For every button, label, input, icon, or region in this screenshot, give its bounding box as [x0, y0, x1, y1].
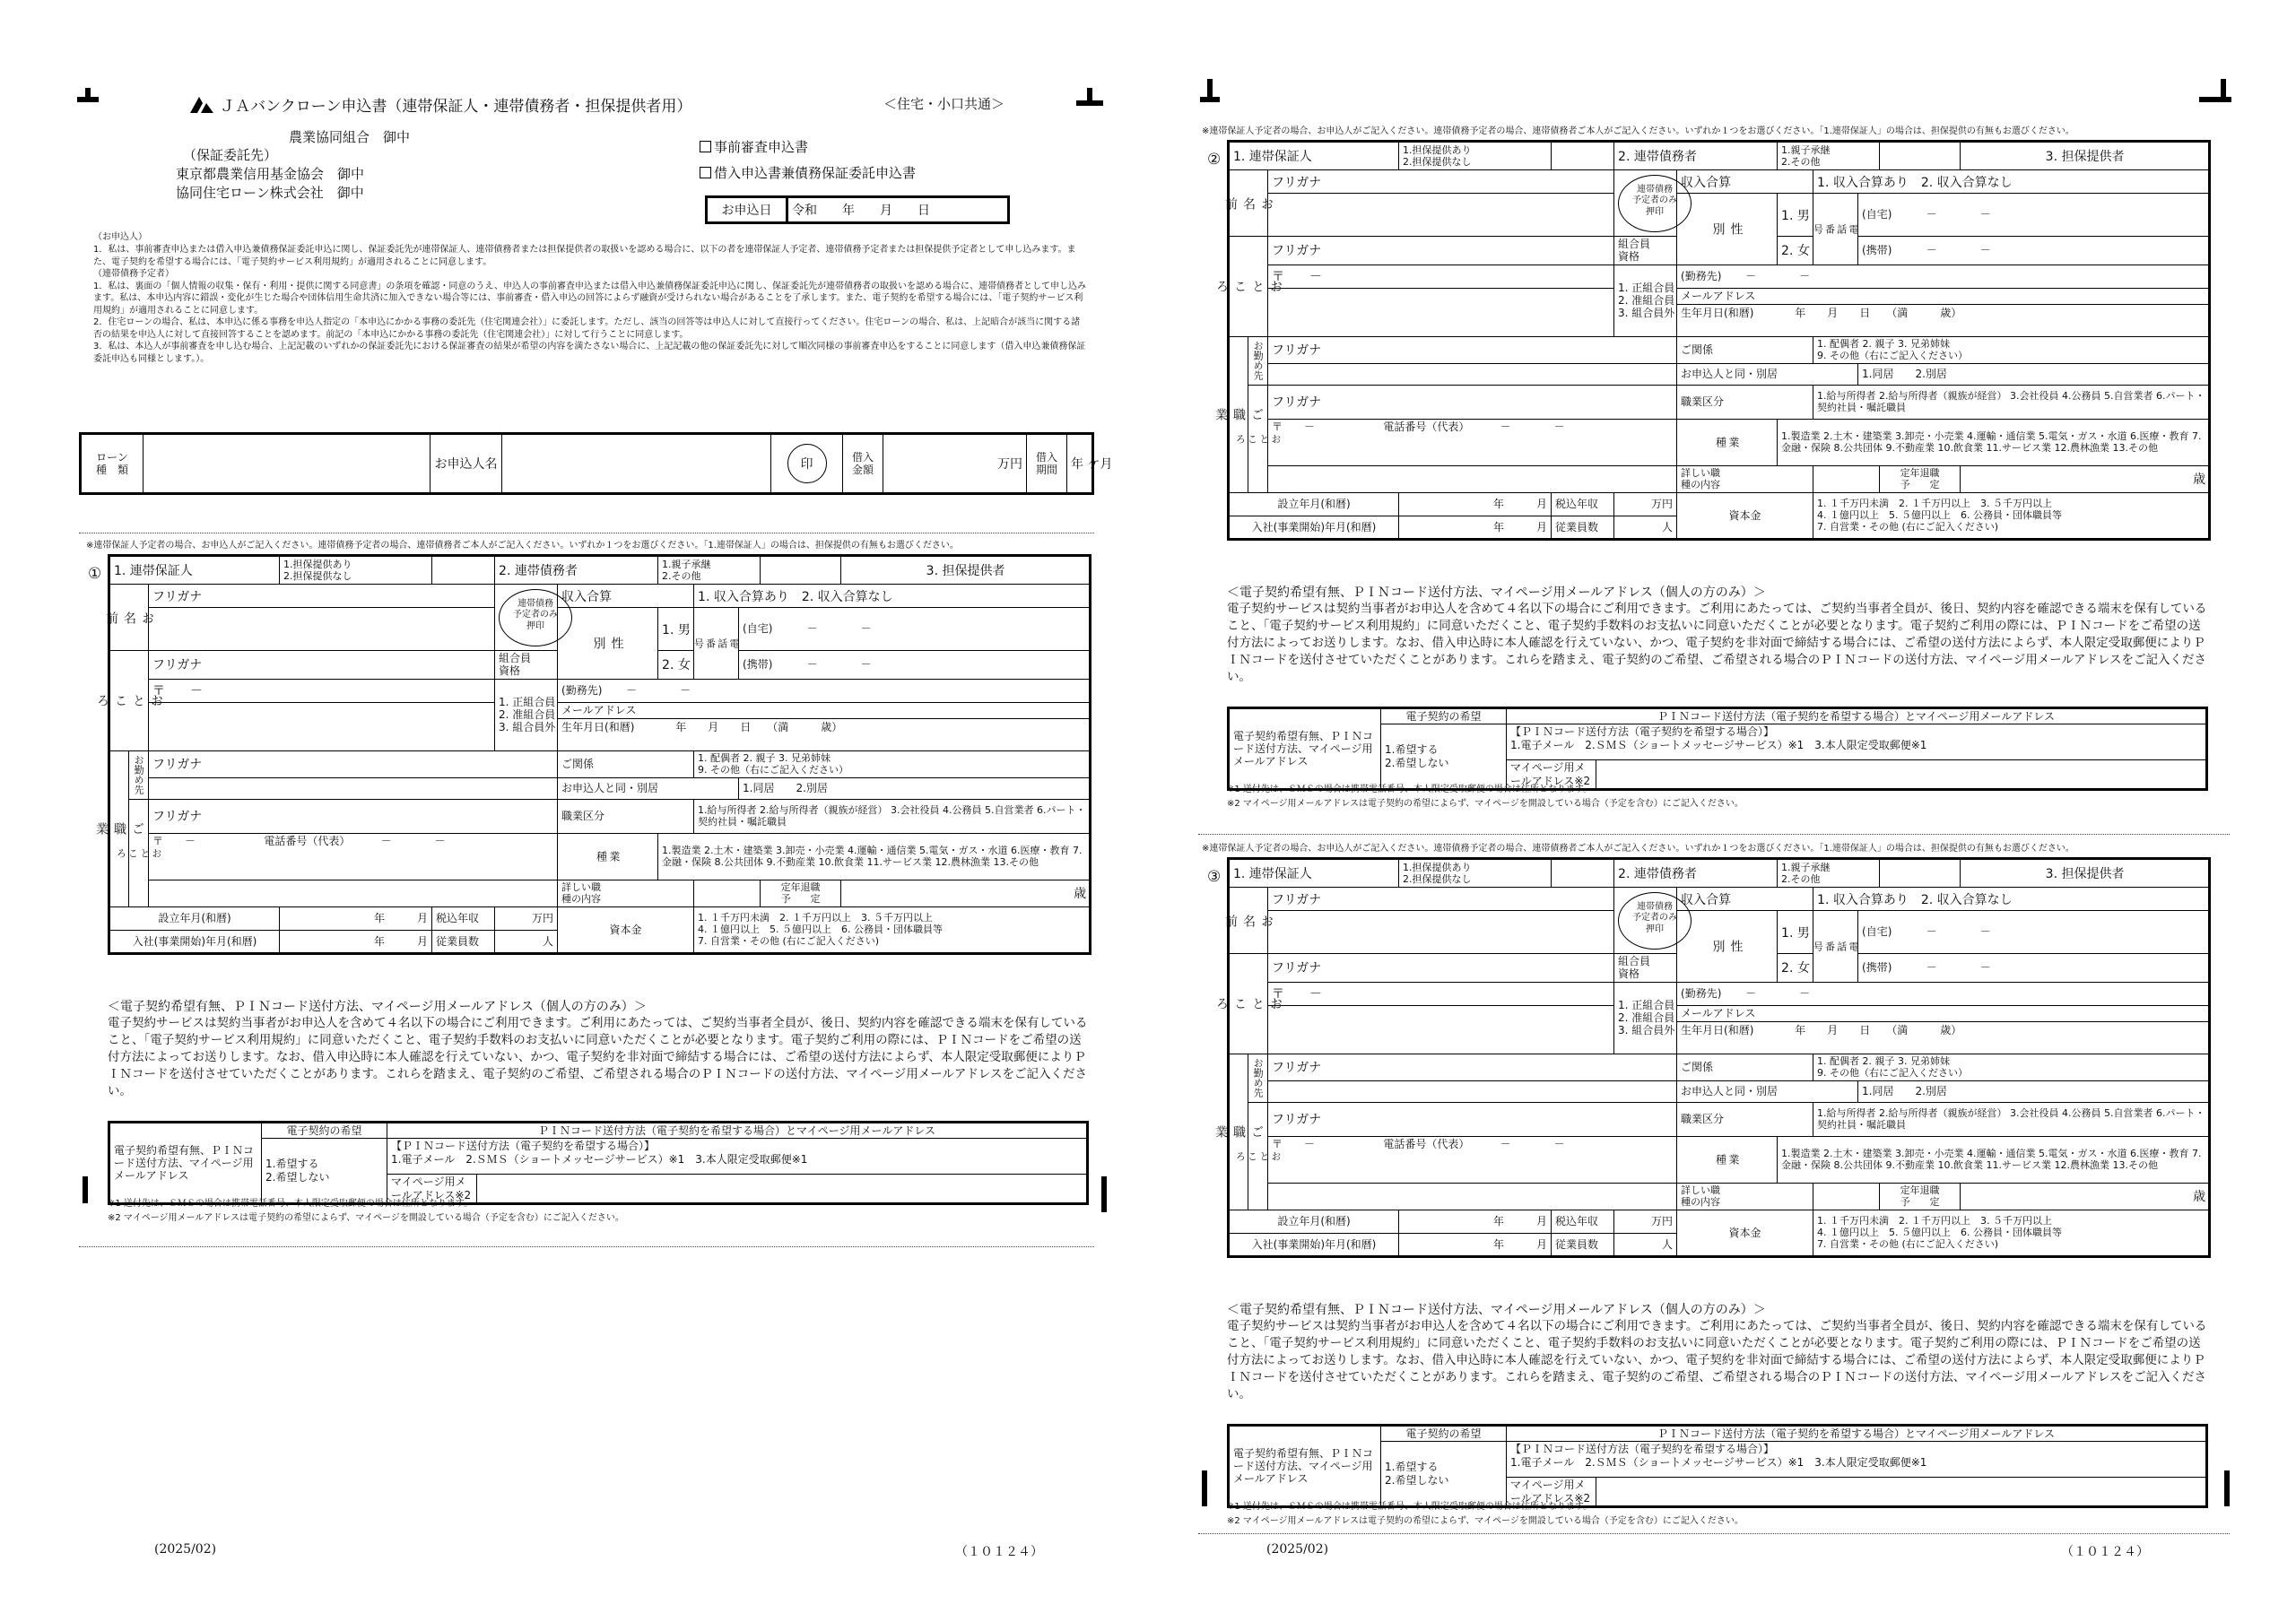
- tel-work-row[interactable]: (勤務先) － －: [558, 679, 1091, 702]
- ec-heading: ＜電子契約希望有無、ＰＩＮコード送付方法、マイページ用メールアドレス（個人の方のみ）＞: [1227, 1303, 1766, 1317]
- ec-row-label: 電子契約希望有無、ＰＩＮコード送付方法、マイページ用メールアドレス: [1229, 1426, 1381, 1507]
- birth-label: 生年月日(和暦): [1681, 1024, 1754, 1037]
- role-joint-debtor-options[interactable]: 1.親子承継 2.その他: [1778, 142, 1880, 170]
- postal-code[interactable]: 〒 －: [149, 679, 495, 702]
- annual-income-label: 税込年収: [1552, 1210, 1614, 1233]
- checkbox-pre-screening[interactable]: 事前審査申込書: [700, 138, 808, 156]
- ec-note-1: ※1 送付先は、ＳＭＳの場合は携帯電話番号、本人限定受取郵便の場合は住所となります。: [1227, 1502, 1593, 1512]
- capital-options[interactable]: 1. １千万円未満 2. １千万円以上 3. ５千万円以上 4. １億円以上 5. ５億円以上 6. 公務員・団体職員等 7. 自営業・その他 (右にご記入ください): [694, 906, 1091, 953]
- job-type-label: 職業区分: [1677, 385, 1813, 419]
- loan-summary: [79, 432, 1113, 495]
- workplace-field[interactable]: [1268, 363, 1677, 385]
- founded-label: 設立年月(和暦): [1229, 1210, 1399, 1233]
- birth-field[interactable]: 年 月 日 （満 歳）: [1795, 307, 1962, 320]
- ec-wish-options[interactable]: 1.希望する 2.希望しない: [1381, 724, 1507, 790]
- sex-male[interactable]: 1. 男: [658, 608, 694, 651]
- ec-row-label: 電子契約希望有無、ＰＩＮコード送付方法、マイページ用メールアドレス: [1229, 708, 1381, 790]
- checkbox-icon[interactable]: [700, 167, 711, 178]
- address-label: お と こ ろ: [1229, 954, 1268, 1054]
- registration-mark: [2199, 97, 2231, 102]
- staff-label: 従業員数: [1552, 516, 1614, 539]
- tel-label: 電 話 番 号: [1813, 911, 1858, 983]
- workplace-field[interactable]: [1268, 1080, 1677, 1102]
- retirement-age-field[interactable]: 歳: [1961, 1183, 2210, 1210]
- name-label: お 名 前: [1229, 888, 1268, 954]
- name-furigana[interactable]: フリガナ: [149, 585, 495, 608]
- industry-options[interactable]: 1.製造業 2.土木・建築業 3.卸売・小売業 4.運輸・通信業 5.電気・ガス・水道 6.医療・教育 7.金融・保険 8.公共団体 9.不動産業 10.飲食業 11.サービス業 12.農林漁業 13.その他: [658, 833, 1091, 880]
- form-title: [188, 93, 691, 116]
- work-address-extra[interactable]: [1268, 1183, 1677, 1210]
- ec-wish-options[interactable]: 1.希望する 2.希望しない: [262, 1139, 387, 1204]
- dotted-divider: [1198, 834, 2230, 835]
- job-detail-field[interactable]: [694, 880, 761, 906]
- mail-birth-block[interactable]: [558, 702, 1091, 750]
- income-label: 収入合算: [1677, 888, 1813, 911]
- annual-income-field[interactable]: 万円: [1614, 492, 1677, 516]
- job-type-options[interactable]: 1.給与所得者 2.給与所得者（親族が経営） 3.会社役員 4.公務員 5.自営業者 6.パート・契約社員・嘱託職員: [1813, 1102, 2210, 1136]
- applicant-table: [1213, 857, 2211, 1258]
- applicant-name-field[interactable]: [502, 434, 771, 494]
- term-field[interactable]: 年 ケ月: [1067, 434, 1093, 494]
- income-options[interactable]: 1. 収入合算あり 2. 収入合算なし: [694, 585, 1091, 608]
- income-label: 収入合算: [1677, 170, 1813, 194]
- annual-income-label: 税込年収: [432, 906, 495, 930]
- applicant-form-2: [1213, 140, 2208, 821]
- applicant-name-label: お申込人名: [430, 434, 502, 494]
- ec-mypage-label: マイページ用メールアドレス※2: [387, 1175, 477, 1204]
- footer-code: （１０１２４）: [955, 1545, 1043, 1559]
- ec-note-2: ※2 マイページ用メールアドレスは電子契約の希望によらず、マイページを開設している場合（予定を含む）にご記入ください。: [108, 1213, 624, 1223]
- role-collateral-provider[interactable]: 3. 担保提供者: [1961, 859, 2210, 888]
- occupation-label: ご 職 業: [109, 750, 129, 906]
- address-label: お と こ ろ: [1229, 237, 1268, 337]
- retirement-label: 定年退職 予 定: [761, 880, 841, 906]
- job-detail-label: 詳しい職 種の内容: [1677, 465, 1813, 492]
- workplace-furigana[interactable]: フリガナ: [149, 750, 558, 777]
- joined-field[interactable]: 年 月: [280, 930, 432, 953]
- ec-table: [108, 1121, 1089, 1205]
- term-label: 借入 期間: [1027, 434, 1067, 494]
- job-type-label: 職業区分: [1677, 1102, 1813, 1136]
- section-number-2: ②: [1207, 151, 1222, 169]
- job-detail-label: 詳しい職 種の内容: [558, 880, 694, 906]
- founded-field[interactable]: 年 月: [280, 906, 432, 930]
- ec-pin-subheading: 【ＰＩＮコード送付方法（電子契約を希望する場合）】: [1510, 725, 1775, 739]
- capital-label: 資本金: [1677, 492, 1813, 539]
- tel-home-row[interactable]: (自宅) － －: [1858, 194, 2210, 237]
- staff-label: 従業員数: [1552, 1233, 1614, 1256]
- member-options[interactable]: 1. 正組合員 2. 准組合員 3. 組合員外: [1614, 982, 1677, 1054]
- role-joint-debtor[interactable]: 2. 連帯債務者: [495, 556, 658, 585]
- guarantor-1: 東京都農業信用基金協会 御中: [176, 166, 365, 182]
- name-label: お 名 前: [109, 585, 149, 651]
- ec-heading: ＜電子契約希望有無、ＰＩＮコード送付方法、マイページ用メールアドレス（個人の方のみ）＞: [108, 1000, 647, 1014]
- capital-options[interactable]: 1. １千万円未満 2. １千万円以上 3. ５千万円以上 4. １億円以上 5. ５億円以上 6. 公務員・団体職員等 7. 自営業・その他 (右にご記入ください): [1813, 1210, 2210, 1256]
- section-note: ※連帯保証人予定者の場合、お申込人がご記入ください。連帯債務予定者の場合、連帯債務者ご本人がご記入ください。いずれか１つをお選びください。「1.連帯保証人」の場合は、担保提供の有無もお選びください。: [1202, 126, 2074, 136]
- address-field[interactable]: [149, 702, 495, 750]
- retirement-age-field[interactable]: 歳: [841, 880, 1091, 906]
- joined-label: 入社(事業開始)年月(和暦): [1229, 516, 1399, 539]
- ec-mypage-field[interactable]: [1596, 760, 2207, 790]
- relation-label: ご関係: [1677, 336, 1813, 363]
- ec-description: 電子契約サービスは契約当事者がお申込人を含めて４名以下の場合にご利用できます。ご利用にあたっては、ご契約当事者全員が、後日、契約内容を確認できる端末を保有していること、「電子契約サービス利用規約」に同意いただくこと、電子契約手数料のお支払いに同意いただくことが必要となります。電子契約ご利用の際には、ＰＩＮコードをご希望の送付方法によってお送りします。なお、借入申込時に本人確認を行えていない、かつ、電子契約を非対面で締結する場合には、ご希望の送付方法によらず、本人限定受取郵便によりＰＩＮコードを送付させていただくことがあります。これらを踏まえ、電子契約のご希望、ご希望される場合のＰＩＮコードの送付方法、マイページ用メールアドレスをご記入ください。: [1227, 602, 2207, 684]
- member-options[interactable]: 1. 正組合員 2. 准組合員 3. 組合員外: [1614, 265, 1677, 336]
- ec-table: [1227, 1424, 2208, 1508]
- tel-home-row[interactable]: (自宅) － －: [739, 608, 1091, 651]
- role-joint-debtor-options[interactable]: 1.親子承継 2.その他: [1778, 859, 1880, 888]
- ec-pin-subheading: 【ＰＩＮコード送付方法（電子契約を希望する場合）】: [1510, 1443, 1775, 1456]
- joined-label: 入社(事業開始)年月(和暦): [109, 930, 280, 953]
- founded-field[interactable]: 年 月: [1399, 492, 1552, 516]
- retirement-label: 定年退職 予 定: [1880, 1183, 1961, 1210]
- address-furigana[interactable]: フリガナ: [1268, 237, 1614, 265]
- work-address-field[interactable]: 〒 － 電話番号（代表） － －: [1268, 419, 1677, 465]
- relation-options[interactable]: 1. 配偶者 2. 親子 3. 兄弟姉妹 9. その他（右にご記入ください）: [1813, 1054, 2210, 1080]
- cohabit-options[interactable]: 1.同居 2.別居: [739, 777, 1091, 799]
- relation-label: ご関係: [1677, 1054, 1813, 1080]
- staff-field[interactable]: 人: [495, 930, 558, 953]
- stamp-circle-icon: 連帯債務 予定者のみ 押印: [499, 589, 572, 646]
- work-address-extra[interactable]: [1268, 465, 1677, 492]
- ec-heading: ＜電子契約希望有無、ＰＩＮコード送付方法、マイページ用メールアドレス（個人の方のみ）＞: [1227, 585, 1766, 600]
- name-label: お 名 前: [1229, 170, 1268, 237]
- ec-pin-header: ＰＩＮコード送付方法（電子契約を希望する場合）とマイページ用メールアドレス: [1507, 708, 2207, 724]
- occupation-label: ご 職 業: [1229, 336, 1248, 492]
- workplace-field[interactable]: [149, 777, 558, 799]
- date-box: [705, 195, 1010, 224]
- cohabit-options[interactable]: 1.同居 2.別居: [1858, 1080, 2210, 1102]
- section-number-1: ①: [88, 565, 102, 583]
- industry-options[interactable]: 1.製造業 2.土木・建築業 3.卸売・小売業 4.運輸・通信業 5.電気・ガス・水道 6.医療・教育 7.金融・保険 8.公共団体 9.不動産業 10.飲食業 11.サービス業 12.農林漁業 13.その他: [1778, 419, 2210, 465]
- relation-options[interactable]: 1. 配偶者 2. 親子 3. 兄弟姉妹 9. その他（右にご記入ください）: [1813, 336, 2210, 363]
- job-detail-field[interactable]: [1813, 1183, 1880, 1210]
- date-label: お申込日: [707, 197, 787, 223]
- work-tel-label: 電話番号（代表）: [1383, 1137, 1470, 1150]
- cohabit-label: お申込人と同・別居: [1677, 363, 1858, 385]
- job-detail-label: 詳しい職 種の内容: [1677, 1183, 1813, 1210]
- member-options[interactable]: 1. 正組合員 2. 准組合員 3. 組合員外: [495, 679, 558, 750]
- applicant-table: [94, 554, 1091, 955]
- ec-pin-options-cell[interactable]: [1507, 1442, 2207, 1478]
- founded-label: 設立年月(和暦): [109, 906, 280, 930]
- work-address-furigana[interactable]: フリガナ: [1268, 385, 1677, 419]
- ec-mypage-field[interactable]: [1596, 1478, 2207, 1507]
- guarantor-label: （保証委託先）: [183, 147, 278, 163]
- job-detail-field[interactable]: [1813, 465, 1880, 492]
- industry-options[interactable]: 1.製造業 2.土木・建築業 3.卸売・小売業 4.運輸・通信業 5.電気・ガス・水道 6.医療・教育 7.金融・保険 8.公共団体 9.不動産業 10.飲食業 11.サービス業 12.農林漁業 13.その他: [1778, 1136, 2210, 1183]
- income-label: 収入合算: [558, 585, 694, 608]
- section-note: ※連帯保証人予定者の場合、お申込人がご記入ください。連帯債務予定者の場合、連帯債務者ご本人がご記入ください。いずれか１つをお選びください。「1.連帯保証人」の場合は、担保提供の有無もお選びください。: [86, 541, 959, 551]
- ec-wish-header: 電子契約の希望: [262, 1123, 387, 1139]
- guarantor-2: 協同住宅ローン株式会社 御中: [176, 185, 364, 201]
- ec-mypage-label: マイページ用メールアドレス※2: [1507, 1478, 1596, 1507]
- dotted-divider: [79, 1246, 1094, 1247]
- industry-label: 業 種: [1677, 1136, 1778, 1183]
- job-type-label: 職業区分: [558, 799, 694, 833]
- ec-wish-options[interactable]: 1.希望する 2.希望しない: [1381, 1442, 1507, 1507]
- joined-label: 入社(事業開始)年月(和暦): [1229, 1233, 1399, 1256]
- tel-mobile-row[interactable]: (携帯) － －: [1858, 237, 2210, 265]
- role-guarantor-options[interactable]: 1.担保提供あり 2.担保提供なし: [280, 556, 432, 585]
- sex-female[interactable]: 2. 女: [1778, 954, 1813, 983]
- sex-female[interactable]: 2. 女: [1778, 237, 1813, 265]
- registration-mark: [85, 88, 91, 100]
- sex-label: 性 別: [1677, 911, 1778, 983]
- registration-mark: [1207, 79, 1213, 99]
- birth-field[interactable]: 年 月 日 （満 歳）: [675, 721, 843, 734]
- ec-mypage-label: マイページ用メールアドレス※2: [1507, 760, 1596, 790]
- industry-label: 業 種: [1677, 419, 1778, 465]
- tel-work-row[interactable]: (勤務先) － －: [1677, 982, 2210, 1005]
- address-field[interactable]: [1268, 1005, 1614, 1054]
- amount-field[interactable]: 万円: [883, 434, 1027, 494]
- income-options[interactable]: 1. 収入合算あり 2. 収入合算なし: [1813, 170, 2210, 194]
- date-field[interactable]: 令和 年 月 日: [787, 197, 1009, 223]
- registration-mark: [1101, 1176, 1107, 1212]
- relation-label: ご関係: [558, 750, 694, 777]
- workplace-label: お勤め先: [1248, 1054, 1268, 1102]
- checkbox-loan-application[interactable]: 借入申込書兼債務保証委託申込書: [700, 164, 916, 182]
- relation-options[interactable]: 1. 配偶者 2. 親子 3. 兄弟姉妹 9. その他（右にご記入ください）: [694, 750, 1091, 777]
- birth-label: 生年月日(和暦): [1681, 307, 1754, 320]
- registration-mark: [1087, 88, 1092, 104]
- role-collateral-provider[interactable]: 3. 担保提供者: [841, 556, 1091, 585]
- sex-female[interactable]: 2. 女: [658, 651, 694, 680]
- address-furigana[interactable]: フリガナ: [1268, 954, 1614, 983]
- loan-type-label: ローン 種 類: [81, 434, 144, 494]
- ec-note-1: ※1 送付先は、ＳＭＳの場合は携帯電話番号、本人限定受取郵便の場合は住所となります。: [1227, 785, 1593, 794]
- sex-male[interactable]: 1. 男: [1778, 911, 1813, 954]
- ec-wish-header: 電子契約の希望: [1381, 1426, 1507, 1442]
- checkbox-icon[interactable]: [700, 141, 711, 152]
- title-right: ＜住宅・小口共通＞: [883, 96, 1005, 112]
- mail-birth-block[interactable]: [1677, 288, 2210, 336]
- capital-label: 資本金: [1677, 1210, 1813, 1256]
- address-furigana[interactable]: フリガナ: [149, 651, 495, 680]
- tel-label: 電 話 番 号: [1813, 194, 1858, 265]
- job-type-options[interactable]: 1.給与所得者 2.給与所得者（親族が経営） 3.会社役員 4.公務員 5.自営業者 6.パート・契約社員・嘱託職員: [694, 799, 1091, 833]
- footer-code: （１０１２４）: [2061, 1545, 2149, 1559]
- cohabit-options[interactable]: 1.同居 2.別居: [1858, 363, 2210, 385]
- ec-mypage-field[interactable]: [477, 1175, 1088, 1204]
- industry-label: 業 種: [558, 833, 658, 880]
- name-furigana[interactable]: フリガナ: [1268, 170, 1614, 194]
- cohabit-label: お申込人と同・別居: [1677, 1080, 1858, 1102]
- workplace-label: お勤め先: [129, 750, 149, 799]
- ec-pin-options[interactable]: 1.電子メール 2.ＳＭＳ（ショートメッセージサービス）※1 3.本人限定受取郵便※1: [1510, 738, 1927, 751]
- sex-male[interactable]: 1. 男: [1778, 194, 1813, 237]
- stamp-circle-icon: 連帯債務 予定者のみ 押印: [1618, 175, 1692, 232]
- workplace-label: お勤め先: [1248, 336, 1268, 385]
- role-guarantor[interactable]: 1. 連帯保証人: [109, 556, 280, 585]
- ja-logo-icon: [188, 95, 215, 115]
- annual-income-label: 税込年収: [1552, 492, 1614, 516]
- staff-field[interactable]: 人: [1614, 516, 1677, 539]
- role-guarantor-options[interactable]: 1.担保提供あり 2.担保提供なし: [1399, 142, 1552, 170]
- postal-code[interactable]: 〒 －: [1268, 265, 1614, 288]
- name-furigana[interactable]: フリガナ: [1268, 888, 1614, 911]
- ec-pin-options-cell[interactable]: [387, 1139, 1088, 1175]
- role-joint-debtor[interactable]: 2. 連帯債務者: [1614, 142, 1778, 170]
- loan-type-field[interactable]: [144, 434, 430, 494]
- role-joint-debtor-options[interactable]: 1.親子承継 2.その他: [658, 556, 761, 585]
- ec-description: 電子契約サービスは契約当事者がお申込人を含めて４名以下の場合にご利用できます。ご利用にあたっては、ご契約当事者全員が、後日、契約内容を確認できる端末を保有していること、「電子契約サービス利用規約」に同意いただくこと、電子契約手数料のお支払いに同意いただくことが必要となります。電子契約ご利用の際には、ＰＩＮコードをご希望の送付方法によってお送りします。なお、借入申込時に本人確認を行えていない、かつ、電子契約を非対面で締結する場合には、ご希望の送付方法によらず、本人限定受取郵便によりＰＩＮコードを送付させていただくことがあります。これらを踏まえ、電子契約のご希望、ご希望される場合のＰＩＮコードの送付方法、マイページ用メールアドレスをご記入ください。: [108, 1016, 1088, 1098]
- work-address-field[interactable]: 〒 － 電話番号（代表） － －: [149, 833, 558, 880]
- workplace-furigana[interactable]: フリガナ: [1268, 1054, 1677, 1080]
- tel-home-row[interactable]: (自宅) － －: [1858, 911, 2210, 954]
- ec-pin-subheading: 【ＰＩＮコード送付方法（電子契約を希望する場合）】: [391, 1140, 656, 1153]
- work-address-label: お と こ ろ: [129, 799, 149, 906]
- ec-pin-options-cell[interactable]: [1507, 724, 2207, 760]
- mail-label: メールアドレス: [1681, 1006, 1756, 1019]
- applicant-form-1: [94, 554, 1089, 1236]
- birth-field[interactable]: 年 月 日 （満 歳）: [1795, 1024, 1962, 1037]
- registration-mark: [2221, 79, 2226, 100]
- amount-label: 借入 金額: [843, 434, 883, 494]
- addressee: 農業協同組合 御中: [289, 129, 411, 145]
- joined-field[interactable]: 年 月: [1399, 516, 1552, 539]
- retirement-label: 定年退職 予 定: [1880, 465, 1961, 492]
- sex-label: 性 別: [1677, 194, 1778, 265]
- occupation-label: ご 職 業: [1229, 1054, 1248, 1210]
- stamp-circle-icon: 連帯債務 予定者のみ 押印: [1618, 892, 1692, 950]
- registration-mark: [1202, 1470, 1207, 1506]
- sex-label: 性 別: [558, 608, 658, 680]
- role-guarantor-options[interactable]: 1.担保提供あり 2.担保提供なし: [1399, 859, 1552, 888]
- dotted-divider: [1198, 1533, 2230, 1534]
- ec-note-1: ※1 送付先は、ＳＭＳの場合は携帯電話番号、本人限定受取郵便の場合は住所となります。: [108, 1199, 474, 1209]
- mail-label: メールアドレス: [561, 703, 637, 716]
- birth-label: 生年月日(和暦): [561, 721, 635, 734]
- cohabit-label: お申込人と同・別居: [558, 777, 739, 799]
- capital-options[interactable]: 1. １千万円未満 2. １千万円以上 3. ５千万円以上 4. １億円以上 5. ５億円以上 6. 公務員・団体職員等 7. 自営業・その他 (右にご記入ください): [1813, 492, 2210, 539]
- work-address-label: お と こ ろ: [1248, 385, 1268, 492]
- role-joint-debtor[interactable]: 2. 連帯債務者: [1614, 859, 1778, 888]
- workplace-furigana[interactable]: フリガナ: [1268, 336, 1677, 363]
- ec-pin-options[interactable]: 1.電子メール 2.ＳＭＳ（ショートメッセージサービス）※1 3.本人限定受取郵便※1: [391, 1152, 808, 1166]
- ec-note-2: ※2 マイページ用メールアドレスは電子契約の希望によらず、マイページを開設している場合（予定を含む）にご記入ください。: [1227, 1516, 1744, 1526]
- founded-label: 設立年月(和暦): [1229, 492, 1399, 516]
- footer-version: (2025/02): [154, 1542, 217, 1557]
- ec-row-label: 電子契約希望有無、ＰＩＮコード送付方法、マイページ用メールアドレス: [109, 1123, 262, 1204]
- right-page: [1148, 0, 2296, 1622]
- work-address-label: お と こ ろ: [1248, 1102, 1268, 1210]
- ec-note-2: ※2 マイページ用メールアドレスは電子契約の希望によらず、マイページを開設している場合（予定を含む）にご記入ください。: [1227, 799, 1744, 809]
- mail-birth-block[interactable]: [1677, 1005, 2210, 1054]
- ec-table: [1227, 707, 2208, 791]
- applicant-table: [1213, 140, 2211, 541]
- work-address-furigana[interactable]: フリガナ: [1268, 1102, 1677, 1136]
- annual-income-field[interactable]: 万円: [495, 906, 558, 930]
- ec-pin-options[interactable]: 1.電子メール 2.ＳＭＳ（ショートメッセージサービス）※1 3.本人限定受取郵便※1: [1510, 1455, 1927, 1469]
- section-note: ※連帯保証人予定者の場合、お申込人がご記入ください。連帯債務予定者の場合、連帯債務者ご本人がご記入ください。いずれか１つをお選びください。「1.連帯保証人」の場合は、担保提供の有無もお選びください。: [1202, 844, 2074, 854]
- work-tel-label: 電話番号（代表）: [264, 834, 351, 847]
- job-type-options[interactable]: 1.給与所得者 2.給与所得者（親族が経営） 3.会社役員 4.公務員 5.自営業者 6.パート・契約社員・嘱託職員: [1813, 385, 2210, 419]
- retirement-age-field[interactable]: 歳: [1961, 465, 2210, 492]
- work-address-furigana[interactable]: フリガナ: [149, 799, 558, 833]
- income-options[interactable]: 1. 収入合算あり 2. 収入合算なし: [1813, 888, 2210, 911]
- member-label: 組合員 資格: [495, 651, 558, 680]
- section-number-3: ③: [1207, 868, 1222, 886]
- role-guarantor[interactable]: 1. 連帯保証人: [1229, 859, 1399, 888]
- ec-pin-header: ＰＩＮコード送付方法（電子契約を希望する場合）とマイページ用メールアドレス: [387, 1123, 1088, 1139]
- consent-text: 1．私は、事前審査申込または借入申込兼債務保証委託申込に関し、保証委託先が連帯保証人、連帯債務者または担保提供者の取扱いを認める場合に、以下の者を連帯保証人予定者、連帯債務予定者または担保提供予定者として申し込みます。また、電子契約を希望する場合には、「電子契約サービス利用規約」が適用されることに同意します。 （連帯債務予定者） 1．私は、裏面の「個人情報の収集・保有・利用・提供に関する同意書」の条項を確認・同意のうえ、申込人の事前審査申込または借入申込兼債務保証委託申込に関し、保証委託先が連帯債務者の取扱いを認める場合に、連帯債務者として申し込みます。私は、本申込内容に錯誤・変化が生じた場合や団体信用生命共済に加入できない場合等には、事前審査・借入申込の回答によらず融資が受けられない場合があることを了承します。また、電子契約を希望する場合には、「電子契約サービス利用規約」が適用されることに同意します。 2．住宅ローンの場合、私は、本申込に係る事務を申込人指定の「本申込にかかる事務の委託先（住宅関連会社）」に委託します。ただし、該当の回答等は申込人に対して直接行ってください。住宅ローンの場合、私は、上記暗合が該当に関する諸否の結果を申込人に対して直接回答することを認めます。前記の「本申込にかかる事務の委託先（住宅関連会社）」に対して行うことに同意します。 3．私は、本込人が事前審査を申し込む場合、上記記載のいずれかの保証委託先における保証審査の結果が希望の内容を満たさない場合に、上記記載の他の保証委託先に対して順次同様の事前審査申込をすることに同意します（借入申込兼債務保証委託申込も同様とします。）。: [93, 245, 1086, 364]
- postal-code[interactable]: 〒 －: [1268, 982, 1614, 1005]
- name-field[interactable]: [1268, 911, 1614, 954]
- footer-version: (2025/02): [1266, 1542, 1329, 1557]
- capital-label: 資本金: [558, 906, 694, 953]
- name-field[interactable]: [149, 608, 495, 651]
- tel-mobile-row[interactable]: (携帯) － －: [1858, 954, 2210, 983]
- name-field[interactable]: [1268, 194, 1614, 237]
- role-collateral-provider[interactable]: 3. 担保提供者: [1961, 142, 2210, 170]
- tel-label: 電 話 番 号: [694, 608, 739, 680]
- ec-description: 電子契約サービスは契約当事者がお申込人を含めて４名以下の場合にご利用できます。ご利用にあたっては、ご契約当事者全員が、後日、契約内容を確認できる端末を保有していること、「電子契約サービス利用規約」に同意いただくこと、電子契約手数料のお支払いに同意いただくことが必要となります。電子契約ご利用の際には、ＰＩＮコードをご希望の送付方法によってお送りします。なお、借入申込時に本人確認を行えていない、かつ、電子契約を非対面で締結する場合には、ご希望の送付方法によらず、本人限定受取郵便によりＰＩＮコードを送付させていただくことがあります。これらを踏まえ、電子契約のご希望、ご希望される場合のＰＩＮコードの送付方法、マイページ用メールアドレスをご記入ください。: [1227, 1319, 2207, 1401]
- title-text: ＪＡバンクローン申込書（連帯保証人・連帯債務者・担保提供者用）: [220, 98, 692, 116]
- staff-field[interactable]: 人: [1614, 1233, 1677, 1256]
- founded-field[interactable]: 年 月: [1399, 1210, 1552, 1233]
- joined-field[interactable]: 年 月: [1399, 1233, 1552, 1256]
- member-label: 組合員 資格: [1614, 954, 1677, 983]
- applicant-form-3: [1213, 857, 2208, 1539]
- annual-income-field[interactable]: 万円: [1614, 1210, 1677, 1233]
- seal-icon: 印: [787, 444, 827, 483]
- mail-label: メールアドレス: [1681, 289, 1756, 302]
- tel-work-row[interactable]: (勤務先) － －: [1677, 265, 2210, 288]
- address-field[interactable]: [1268, 288, 1614, 336]
- ec-wish-header: 電子契約の希望: [1381, 708, 1507, 724]
- role-guarantor[interactable]: 1. 連帯保証人: [1229, 142, 1399, 170]
- registration-mark: [2224, 1470, 2230, 1506]
- tel-mobile-row[interactable]: (携帯) － －: [739, 651, 1091, 680]
- staff-label: 従業員数: [432, 930, 495, 953]
- work-address-extra[interactable]: [149, 880, 558, 906]
- consent-heading: （お申込人）: [93, 232, 147, 242]
- work-address-field[interactable]: 〒 － 電話番号（代表） － －: [1268, 1136, 1677, 1183]
- ec-pin-header: ＰＩＮコード送付方法（電子契約を希望する場合）とマイページ用メールアドレス: [1507, 1426, 2207, 1442]
- member-label: 組合員 資格: [1614, 237, 1677, 265]
- work-tel-label: 電話番号（代表）: [1383, 420, 1470, 433]
- address-label: お と こ ろ: [109, 651, 149, 751]
- registration-mark: [83, 1176, 88, 1203]
